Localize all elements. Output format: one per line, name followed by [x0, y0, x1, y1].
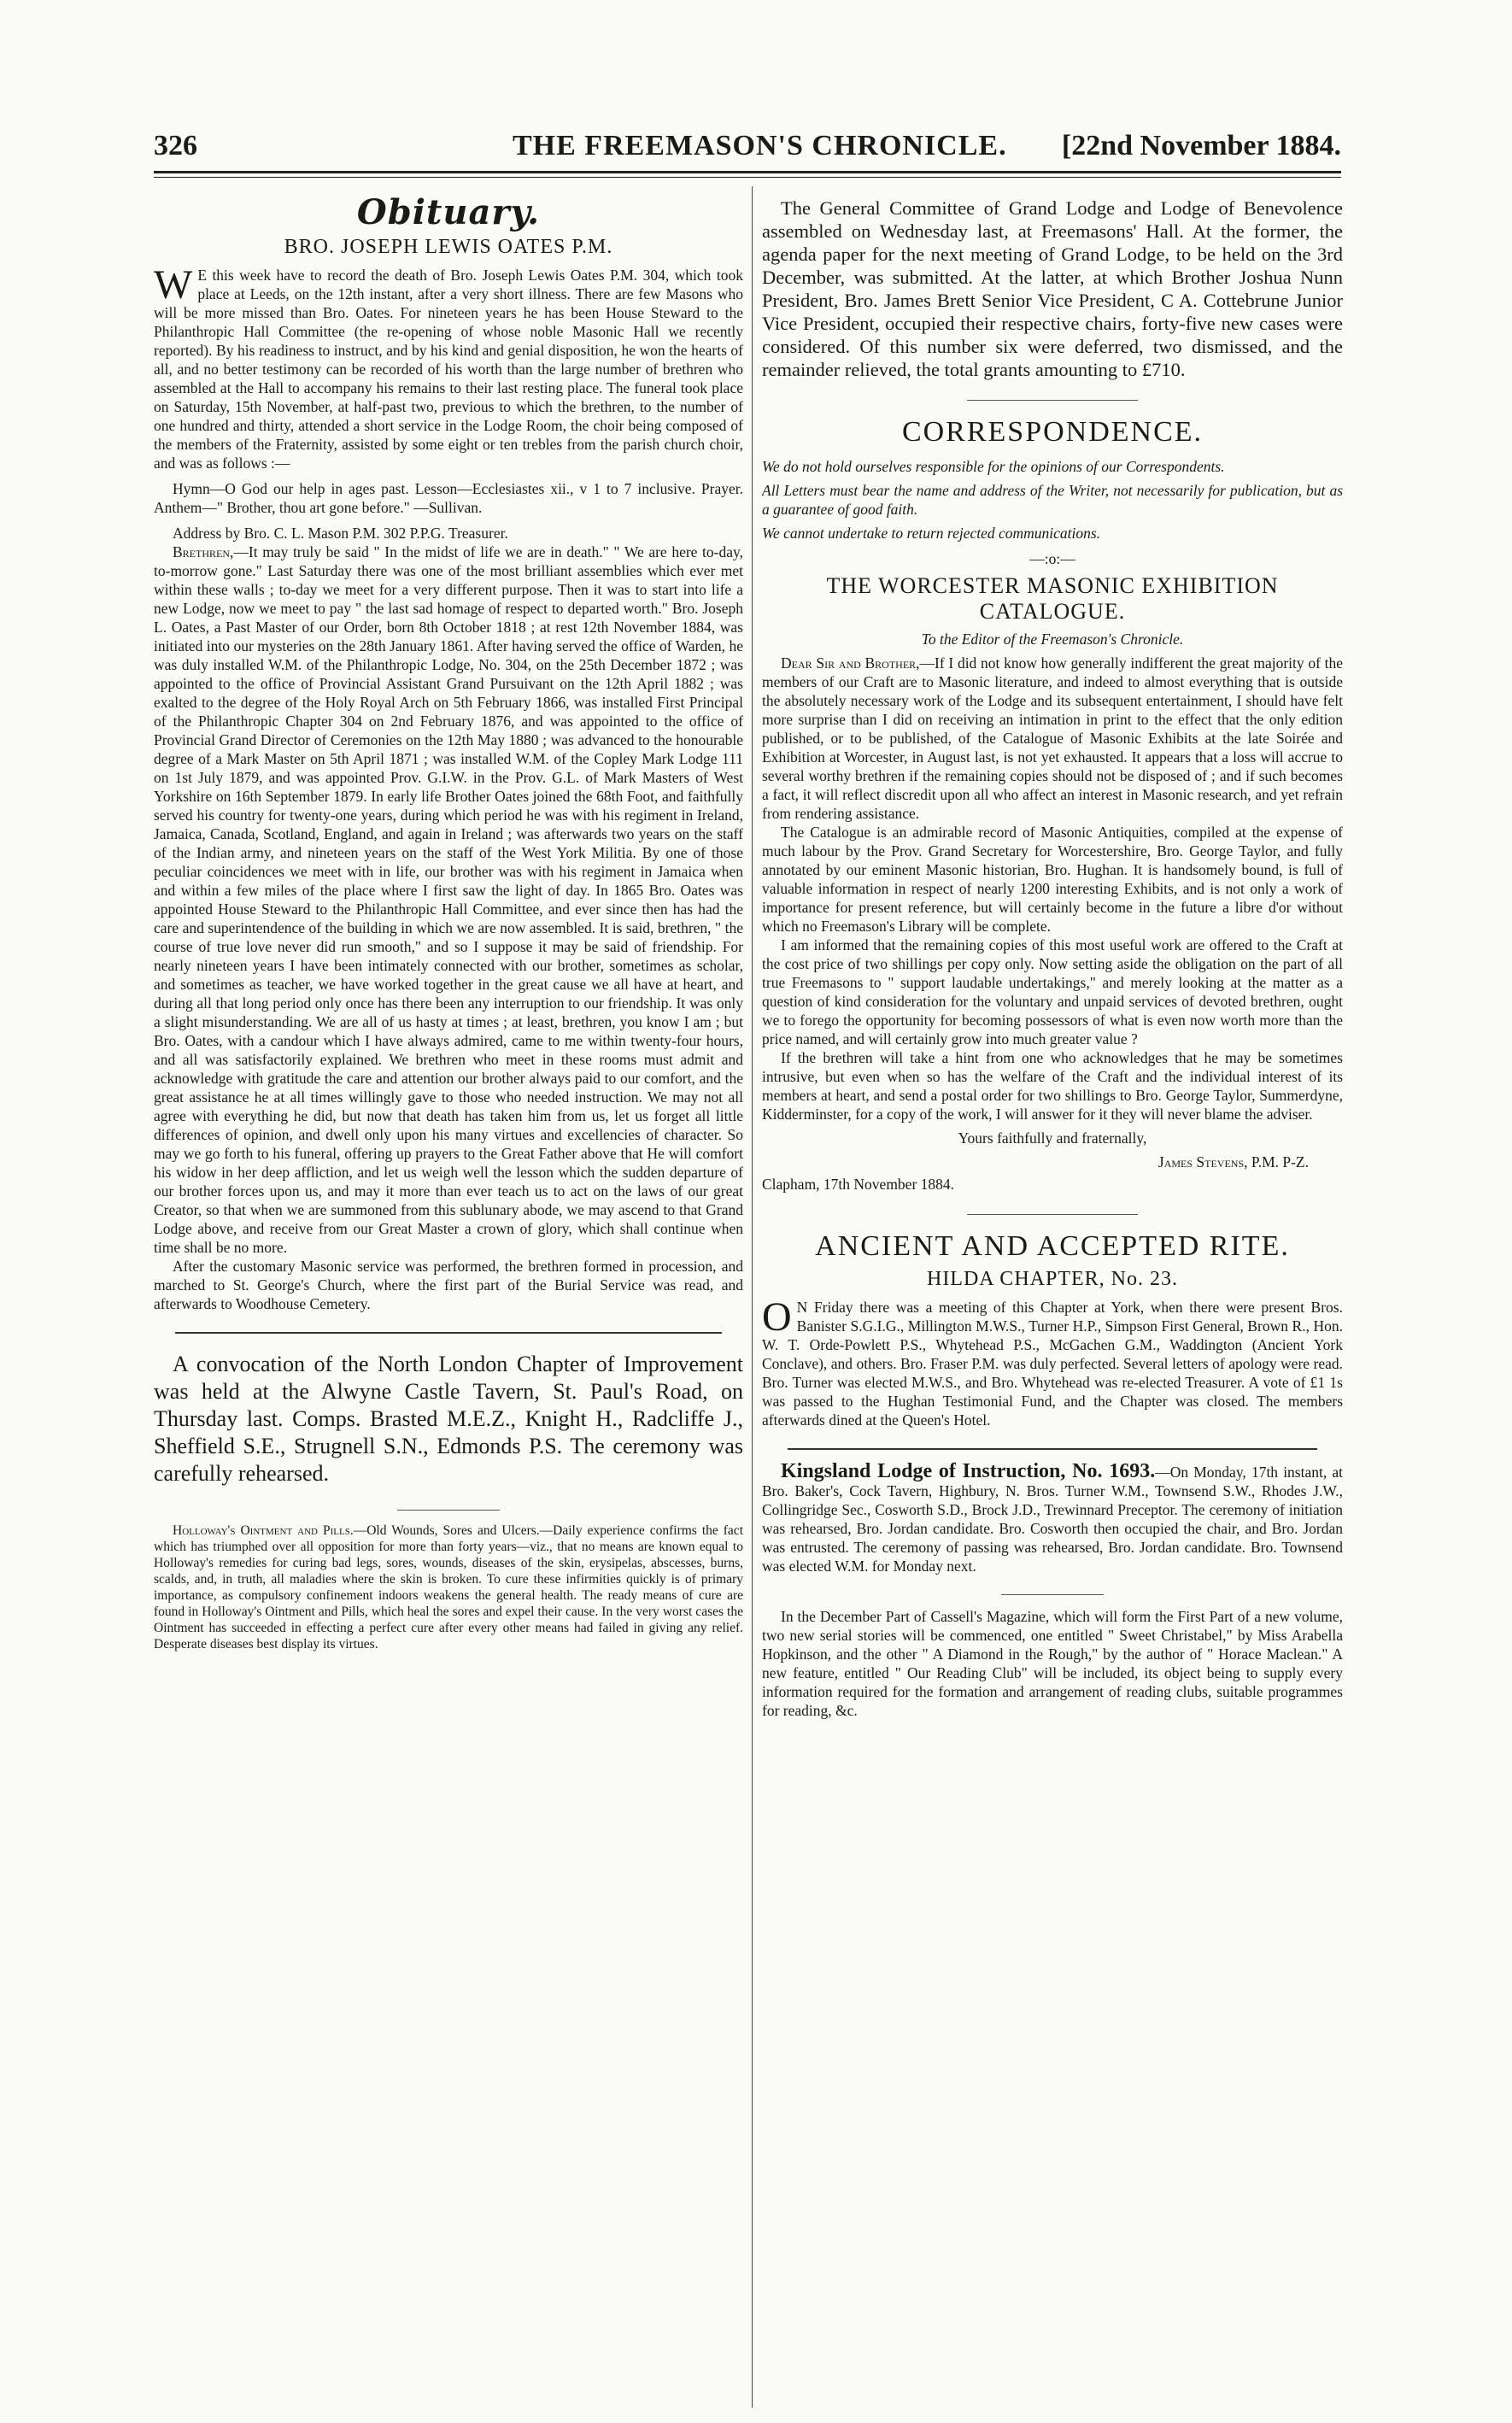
obituary-para-1: W E this week have to record the death of Bro. Joseph Lewis Oates P.M. 304, which took place at Leeds, on the 12th instant, after a very short illness. There are few Masons who will be more missed than Bro. Oates. For nineteen years he has been House Steward to the Philanthropic Hall Committee (the re-opening of whose noble Masonic Hall we recently reported). By his readiness to instruct, and by his kind and genial disposition, he won the hearts of all, and no better testimony can be recorded of his worth than the large number of brethren who assembled at the Hall to accompany his remains to their last resting place. The funeral took place on Saturday, 15th November, at half-past two, previous to which the brethren, to the number of one hundred and thirty, attended a short service in the Lodge Room, the choir being composed of the members of the Fraternity, assisted by some eight or ten trebles from the parish church choir, and was as follows :—	[154, 262, 743, 472]
correspondence-heading: CORRESPONDENCE.	[901, 416, 1204, 448]
obituary-address: Brethren,—It may truly be said " In the midst of life we are in death." " We are here to-day, to-morrow gone." Last Saturday there was one of the most brilliant assemblies which ever met within these walls ; to-day we meet for a very different purpose. Then it was to start into life a new Lodge, now we meet to pay " the last sad homage of respect to departed worth." Bro. Joseph L. Oates, a Past Master of our Order, born 8th October 1818 ; at rest 12th November 1884, was initiated into our mysteries on the 28th January 1861. After having served the office of Warden, he was duly installed W.M. of the Philanthropic Lodge, No. 304, on the 25th December 1872 ; was appointed to the office of Provincial Assistant Grand Pursuivant on the 12th April 1882 ; was exalted to the degree of the Holy Royal Arch on 5th February 1866, was installed First Principal of the Philanthropic Chapter 304 on 2nd February 1876, and was appointed to the office of Provincial Grand Director of Ceremonies on the 12th May 1880 ; was advanced to the honourable degree of a Mark Master on 5th April 1871 ; was installed W.M. of the Copley Mark Lodge 111 on 1st July 1879, and was appointed Prov. G.I.W. in the Prov. G.L. of Mark Masters of West Yorkshire on 16th September 1879. In early life Brother Oates joined the 68th Foot, and faithfully served his country for twenty-one years, during which period he was with his regiment in Ireland, Jamaica, Canada, Scotland, England, and again in Ireland ; was afterwards two years on the staff of the Indian army, and nineteen years on the staff of the West York Militia. By one of those peculiar coincidences we meet with in life, our brother was with his regiment in Jamaica when and within a few miles of the place where I first saw the light of day. In 1865 Bro. Oates was appointed House Steward to the Philanthropic Hall Committee, and ever since then has had the care and superintendence of the building in which we are now assembled. It is said, brethren, " the course of true love never did run smooth," and so I suppose it may be said of friendship. For nearly nineteen years I have been intimately connected with our brother, sometimes as scholar, and sometimes as teacher, we have worked together in the great cause we all have at heart, and during all that long period only once has there been any interruption to our friendship. It was only a slight misunderstanding. We are all of us hasty at times ; at least, brethren, you know I am ; but Bro. Oates, with a candour which I have always admired, came to me within twenty-four hours, and all was satisfactorily explained. We brethren who meet in these rooms must admit and acknowledge with gratitude the care and attention our brother always paid to our comfort, and the great assistance he at all times willingly gave to those who needed instruction. We may not all agree with everything he did, but now that death has taken him from us, let us forget all little differences of opinion, and dwell only upon his many virtues and excellencies of character. So may we go forth to his funeral, offering up prayers to the Great Father above that He will comfort his widow in her deep affliction, and let us weigh well the lesson which the sudden departure of our brother forces upon us, and may it more than ever teach us to act on the laws of our great Creator, so that when we are summoned from this sublunary abode, we may ascend to that Grand Lodge above, and receive from our Great Master a crown of glory, which shall continue when time shall be no more.	[154, 543, 743, 1256]
obituary-hymn: Hymn—O God our help in ages past. Lesson—Ecclesiastes xii., v 1 to 7 inclusive. Prayer. Anthem—" Brother, thou art gone before." —Sullivan.	[154, 480, 743, 516]
letter-para-4: If the brethren will take a hint from one who acknowledges that he may be sometimes intrusive, but even when so has the welfare of the Craft and the individual interest of its members at heart, and send a postal order for two shillings to Bro. George Taylor, Summerdyne, Kidderminster, for a copy of the work, I will answer for it they will never blame the adviser.	[762, 1049, 1343, 1123]
ornament-divider: —:o:—	[1029, 550, 1075, 567]
obituary-address-by: Address by Bro. C. L. Mason P.M. 302 P.P.G. Treasurer.	[173, 525, 508, 542]
obituary-procession: After the customary Masonic service was performed, the brethren formed in procession, and marched to St. George's Church, where the first part of the Burial Service was read, and afterwards to Woodhouse Cemetery.	[154, 1258, 743, 1312]
page-number: 326	[154, 130, 197, 161]
holloway-lead: Holloway's Ointment and Pills.	[173, 1523, 354, 1538]
salutation: Dear Sir and Brother,	[781, 654, 920, 672]
letter-para-1: Dear Sir and Brother,—If I did not know how generally indifferent the great majority of the members of our Craft are to Masonic literature, and indeed to almost everything that is outside the absolutely necessary work of the Lodge and its subsequent entertainment, I should have felt more surprise than I did on receiving an intimation in print to the effect that the only edition published, or to be published, of the Catalogue of Masonic Exhibits at the late Soirée and Exhibition at Worcester, in August last, is not yet exhausted. It appears that a loss will accrue to several worthy brethren if the remaining copies should not be disposed of ; and if such becomes a fact, it will reflect discredit upon all who affect an interest in Masonic research, and yet refrain from rendering assistance.	[762, 654, 1343, 822]
page-header	[154, 130, 1341, 166]
short-separator-3	[967, 1214, 1138, 1215]
letter-signature: James Stevens, P.M. P-Z.	[1157, 1153, 1309, 1170]
drop-cap-o: O	[762, 1294, 792, 1340]
rite-report: O N Friday there was a meeting of this Chapter at York, when there were present Bros. Banister S.G.I.G., Millington M.W.S., Turner H.P., Simpson First General, Brown R., Hon. W. T. Orde-Powlett P.S., Whytehead P.S., McGachen G.M., Waddington (Ancient York Conclave), and others. Bro. Fraser P.M. was duly perfected. Several letters of apology were read. Bro. Turner was elected M.W.S., and Bro. Whytehead was re-elected Treasurer. A vote of £1 1s was passed to the Hughan Testimonial Fund, and the Chapter was closed. The members afterwards dined at the Queen's Hotel.	[762, 1294, 1343, 1429]
newspaper-title: THE FREEMASON'S CHRONICLE.	[513, 130, 1007, 161]
short-separator-4	[1001, 1594, 1104, 1595]
kingsland-report: Kingsland Lodge of Instruction, No. 1693.—On Monday, 17th instant, at Bro. Baker's, Cock Tavern, Highbury, N. Bros. Turner W.M., Townsend S.W., Rhodes J.W., Collingridge Sec., Cosworth S.D., Brock J.D., Trewinnard Preceptor. The ceremony of initiation was rehearsed, Bro. Jordan candidate. Bro. Cosworth then occupied the chair, and Bro. Jordan was entrusted. The ceremony of passing was rehearsed, Bro. Jordan candidate. Bro. Townsend was elected W.M. for Monday next.	[762, 1460, 1343, 1575]
correspondence-note-1: We do not hold ourselves responsible for the opinions of our Correspondents.	[762, 458, 1225, 475]
correspondence-note-3: We cannot undertake to return rejected communications.	[762, 525, 1101, 542]
letter-para-3: I am informed that the remaining copies of this most useful work are offered to the Craft at the cost price of two shillings per copy only. Now setting aside the obligation on the part of all true Freemasons to " support laudable undertakings," and merely looking at the matter as a question of kind consideration for the voluntary and unpaid services of devoted brethren, ought we to forego the opportunity for becoming possessors of what is even now worth more than the price named, and will certainly grow into much greater value ?	[762, 936, 1343, 1047]
kingsland-lead: Kingsland Lodge of Instruction, No. 1693.	[781, 1460, 1156, 1482]
header-rule	[154, 171, 1341, 173]
short-separator	[397, 1510, 500, 1511]
correspondence-note-2: All Letters must bear the name and address of the Writer, not necessarily for publication, but as a guarantee of good faith.	[762, 482, 1343, 518]
obituary-subject: BRO. JOSEPH LEWIS OATES P.M.	[284, 236, 613, 258]
to-editor: To the Editor of the Freemason's Chronicle.	[921, 631, 1184, 648]
drop-cap-w: W	[154, 262, 193, 308]
right-column	[762, 197, 1343, 1720]
cassell-notice: In the December Part of Cassell's Magazine, which will form the First Part of a new volume, two new serial stories will be commenced, one entitled " Sweet Christabel," by Miss Arabella Hopkinson, and the other " A Diamond in the Rough," by the author of " Horace Maclean." A new feature, entitled " Our Reading Club" will be included, its object being to supply every information required for the formation and arrangement of reading clubs, suitable programmes for reading, &c.	[762, 1608, 1343, 1719]
short-separator-2	[967, 400, 1138, 401]
section-separator-2	[788, 1448, 1317, 1450]
letter-closing: Yours faithfully and fraternally,	[958, 1129, 1147, 1147]
issue-date: [22nd November 1884.	[1061, 130, 1341, 161]
letter-para-2: The Catalogue is an admirable record of Masonic Antiquities, compiled at the expense of much labour by the Prov. Grand Secretary for Worcestershire, Bro. George Taylor, and fully annotated by our eminent Masonic historian, Bro. Hughan. It is handsomely bound, is full of valuable information in respect of nearly 1200 interesting Exhibits, and is not only a work of importance for present reference, but will certainly become in the future a libre d'or without which no Freemason's Library will be complete.	[762, 824, 1343, 935]
section-separator	[175, 1332, 722, 1334]
column-divider	[752, 186, 753, 2408]
letter-title: THE WORCESTER MASONIC EXHIBITION CATALOGUE.	[826, 573, 1279, 624]
committee-report: The General Committee of Grand Lodge and Lodge of Benevolence assembled on Wednesday last, at Freemasons' Hall. At the former, the agenda paper for the next meeting of Grand Lodge, to be held on the 3rd December, was submitted. At the latter, at which Brother Joshua Nunn President, Bro. James Brett Senior Vice President, C A. Cottebrune Junior Vice President, occupied their respective chairs, forty-five new cases were considered. Of this number six were deferred, two dismissed, and the remainder relieved, the total grants amounting to £710.	[762, 197, 1343, 380]
brethren-lead: Brethren,	[173, 543, 234, 560]
rite-heading: ANCIENT AND ACCEPTED RITE.	[815, 1230, 1290, 1262]
left-column	[154, 192, 743, 1652]
rite-chapter: HILDA CHAPTER, No. 23.	[926, 1268, 1178, 1290]
header-rule-thin	[154, 177, 1341, 178]
convocation-notice: A convocation of the North London Chapter of Improvement was held at the Alwyne Castle Tavern, St. Paul's Road, on Thursday last. Comps. Brasted M.E.Z., Knight H., Radcliffe J., Sheffield S.E., Strugnell S.N., Edmonds P.S. The ceremony was carefully rehearsed.	[154, 1352, 743, 1486]
obituary-heading: Obituary.	[356, 192, 541, 232]
holloway-advert: Holloway's Ointment and Pills.—Old Wounds, Sores and Ulcers.—Daily experience confirms the fact which has triumphed over all opposition for more than forty years—viz., that no means are known equal to Holloway's remedies for curing bad legs, sores, wounds, diseases of the skin, erysipelas, abscesses, burns, scalds, and, in truth, all maladies where the skin is broken. To cure these infirmities quickly is of primary importance, as compulsory confinement indoors weakens the general health. The ready means of cure are found in Holloway's Ointment and Pills, which heal the sores and expel their cause. In the very worst cases the Ointment has succeeded in effecting a perfect cure after every other means had failed in giving any relief. Desperate diseases best display its virtues.	[154, 1523, 743, 1652]
letter-place-date: Clapham, 17th November 1884.	[762, 1176, 955, 1193]
